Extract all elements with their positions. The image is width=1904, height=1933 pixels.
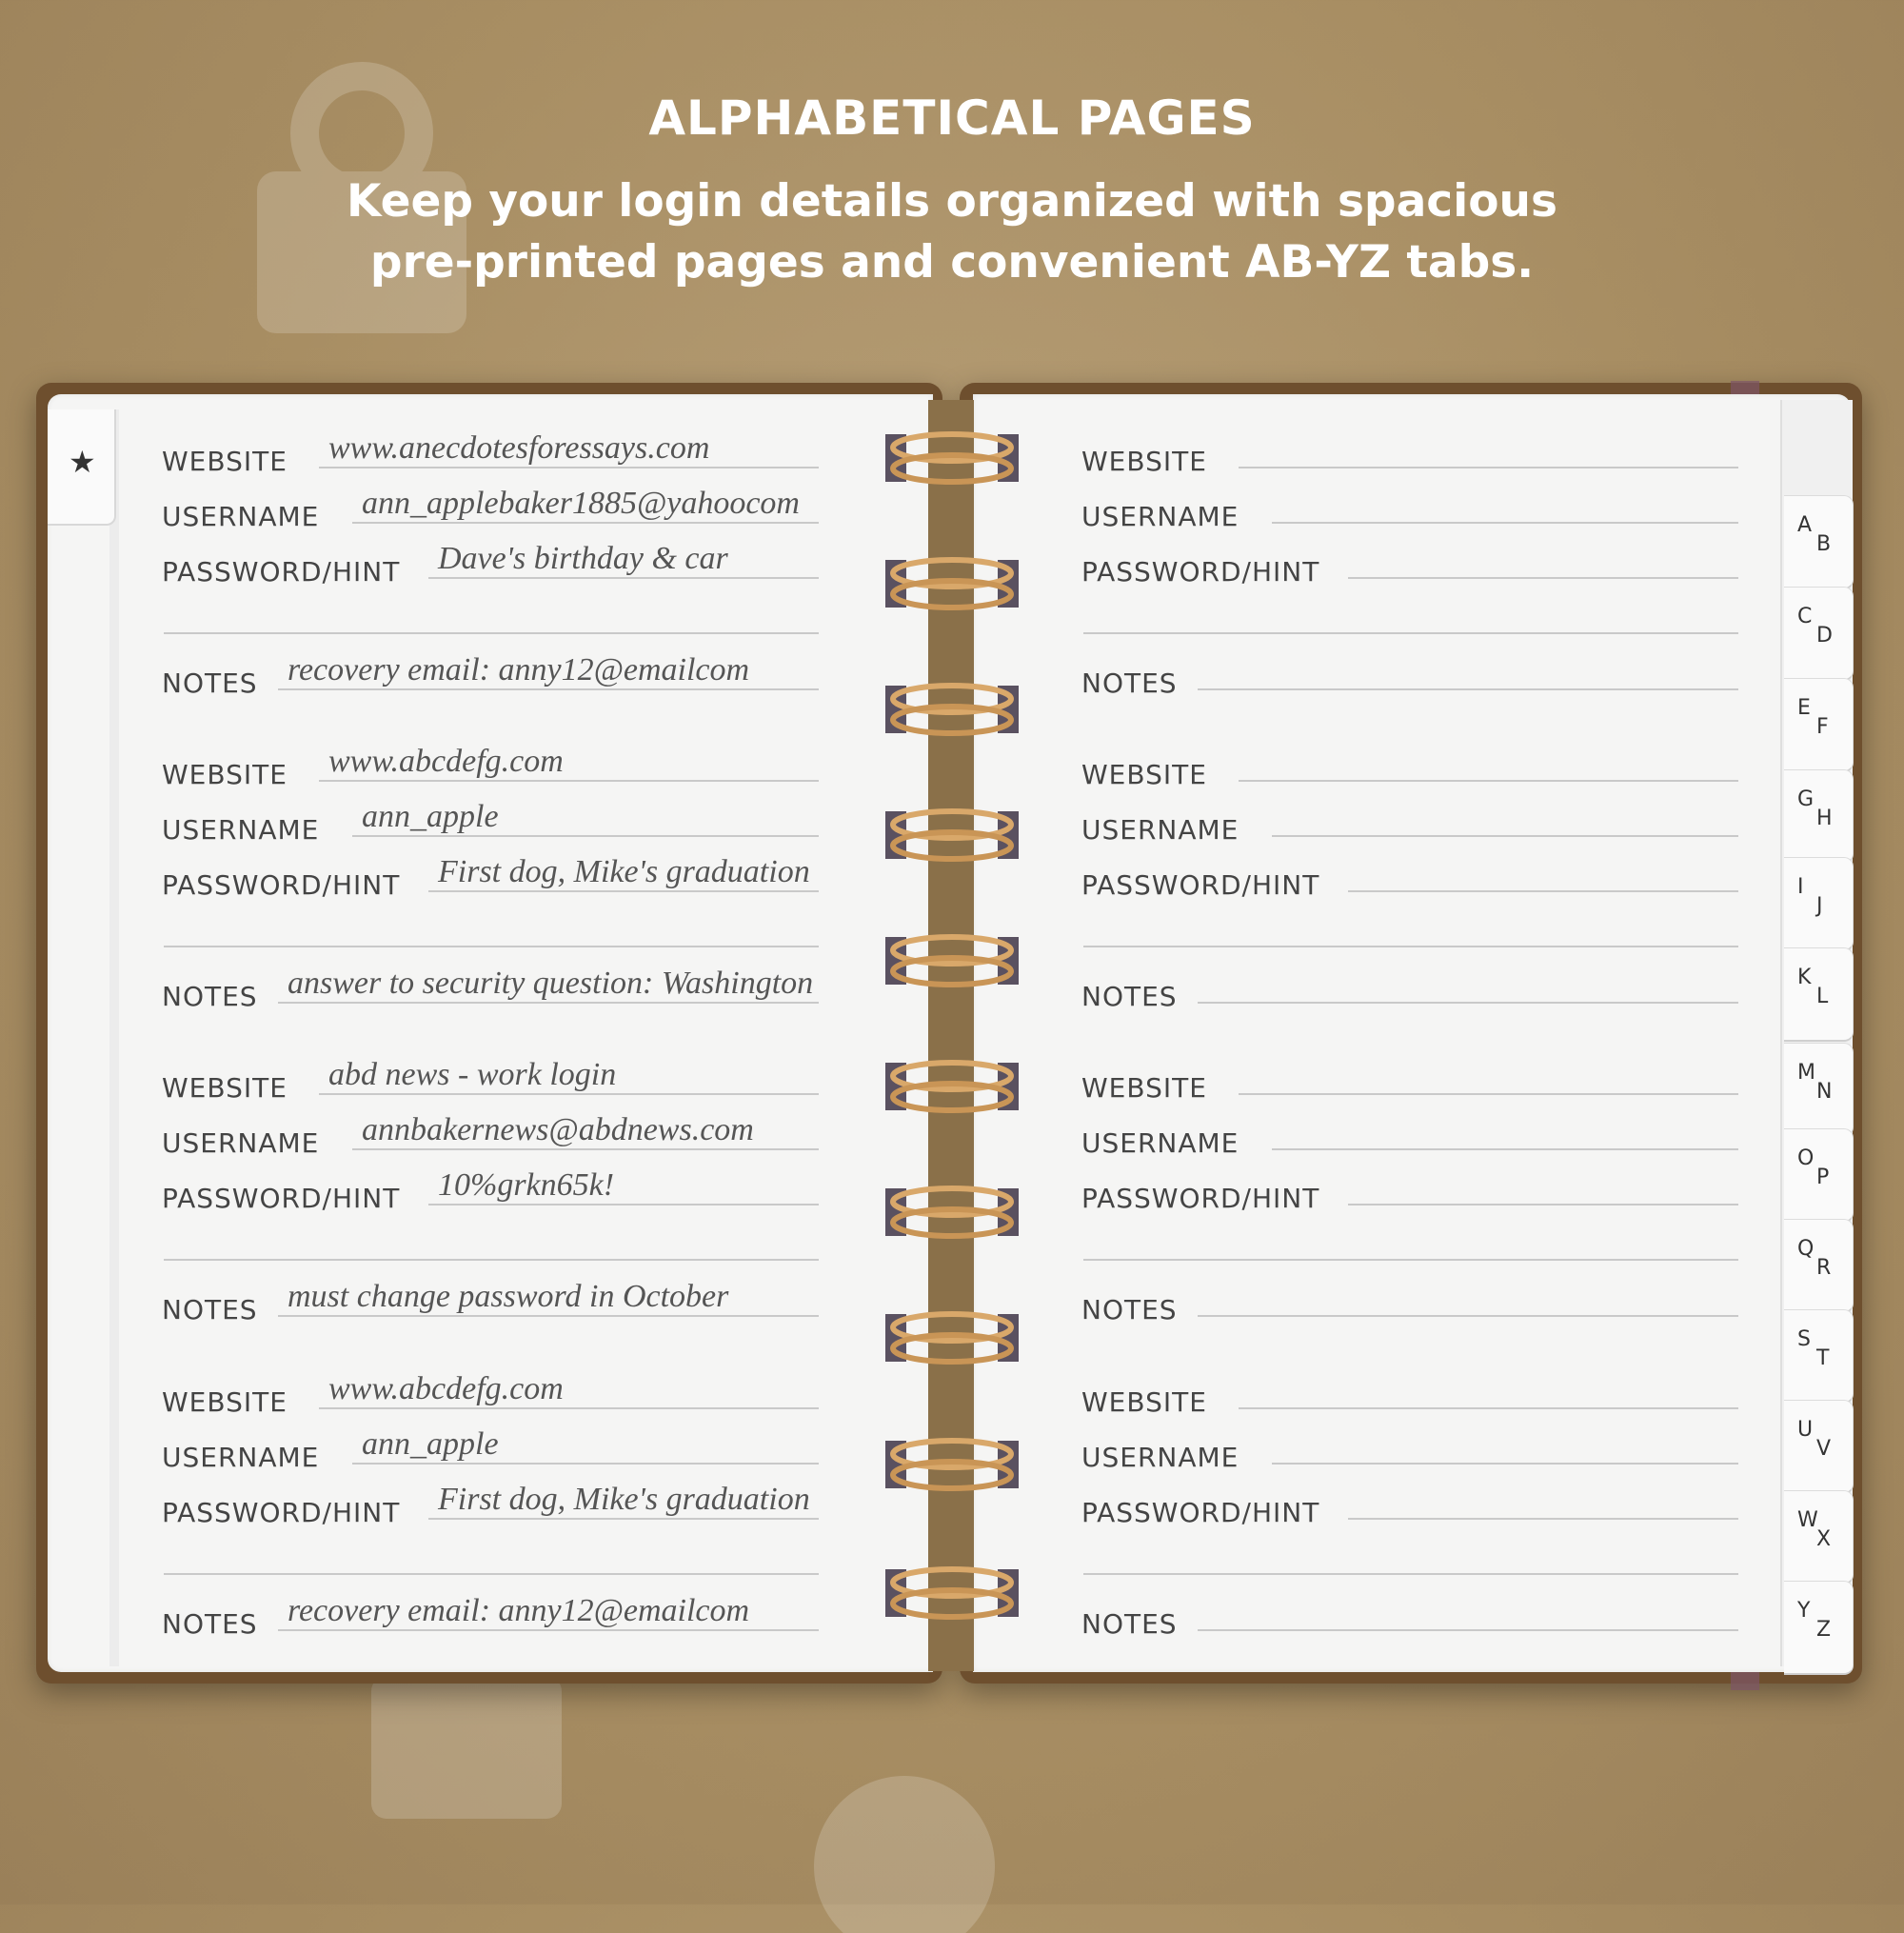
website-value[interactable]: www.abcdefg.com [328, 1371, 564, 1406]
tab-letter: H [1816, 807, 1833, 830]
notes-label: NOTES [1081, 981, 1178, 1012]
tab-letter: R [1816, 1256, 1832, 1280]
password-label: PASSWORD/HINT [162, 869, 401, 901]
subheading-line-1: Keep your login details organized with spacious [346, 175, 1557, 228]
binder-ring [885, 1306, 1019, 1369]
password-line [428, 577, 819, 579]
website-line [319, 780, 819, 782]
website-label: WEBSITE [162, 759, 288, 790]
binder-ring [885, 427, 1019, 489]
blank-line[interactable] [1083, 1573, 1738, 1575]
tab-letter: I [1797, 875, 1804, 899]
tab-st[interactable] [1784, 1309, 1854, 1404]
password-line [428, 1518, 819, 1520]
binder-ring [885, 678, 1019, 741]
notes-label: NOTES [1081, 668, 1178, 699]
tab-letter: W [1797, 1508, 1818, 1532]
tab-letter: E [1797, 696, 1811, 720]
binder-ring [885, 552, 1019, 615]
notes-line[interactable] [1198, 1002, 1738, 1004]
username-line [352, 835, 819, 837]
username-label: USERNAME [162, 1442, 320, 1473]
tab-letter: C [1797, 605, 1813, 628]
password-label: PASSWORD/HINT [162, 556, 401, 588]
tab-letter: S [1797, 1327, 1811, 1351]
tab-ef[interactable] [1784, 678, 1854, 772]
password-line[interactable] [1348, 890, 1738, 892]
website-line [319, 1407, 819, 1409]
username-label: USERNAME [1081, 814, 1240, 846]
username-label: USERNAME [162, 501, 320, 532]
star-icon: ★ [69, 445, 96, 479]
username-line[interactable] [1272, 1148, 1738, 1150]
username-line[interactable] [1272, 522, 1738, 524]
username-label: USERNAME [162, 814, 320, 846]
username-line [352, 1463, 819, 1465]
binder-ring [885, 929, 1019, 992]
notes-label: NOTES [1081, 1608, 1178, 1640]
tab-letter: P [1816, 1166, 1830, 1189]
blank-line[interactable] [1083, 946, 1738, 947]
page-heading: ALPHABETICAL PAGES [648, 90, 1256, 146]
notes-line[interactable] [1198, 688, 1738, 690]
subheading-line-2: pre-printed pages and convenient AB-YZ tabs. [369, 236, 1535, 289]
username-value[interactable]: ann_apple [362, 799, 499, 834]
tab-uv[interactable] [1784, 1400, 1854, 1494]
website-line [319, 467, 819, 468]
notes-value[interactable]: recovery email: anny12@emailcom [288, 1593, 750, 1628]
website-label: WEBSITE [1081, 759, 1207, 790]
password-label: PASSWORD/HINT [1081, 869, 1320, 901]
website-line[interactable] [1239, 1407, 1738, 1409]
tab-letter: M [1797, 1061, 1815, 1085]
binder-ring [885, 804, 1019, 867]
notes-label: NOTES [162, 1608, 258, 1640]
binder-ring [885, 1433, 1019, 1496]
notes-value[interactable]: must change password in October [288, 1279, 729, 1314]
username-label: USERNAME [1081, 1442, 1240, 1473]
notes-value[interactable]: answer to security question: Washington [288, 966, 814, 1001]
password-value[interactable]: 10%grkn65k! [438, 1167, 615, 1203]
tab-ab[interactable] [1784, 495, 1854, 589]
password-line[interactable] [1348, 577, 1738, 579]
background-gear-icon [781, 1743, 1028, 1933]
notes-line [278, 1315, 819, 1317]
website-value[interactable]: abd news - work login [328, 1057, 617, 1092]
username-label: USERNAME [1081, 501, 1240, 532]
username-value[interactable]: ann_apple [362, 1426, 499, 1462]
notes-line [278, 1002, 819, 1004]
website-label: WEBSITE [1081, 1072, 1207, 1104]
password-value[interactable]: First dog, Mike's graduation [438, 854, 810, 889]
tab-letter: F [1816, 715, 1829, 739]
password-value[interactable]: Dave's birthday & car [438, 541, 728, 576]
notes-label: NOTES [162, 1294, 258, 1325]
tab-gh[interactable] [1784, 769, 1854, 864]
notes-label: NOTES [1081, 1294, 1178, 1325]
tab-ij[interactable] [1784, 857, 1854, 951]
username-label: USERNAME [162, 1127, 320, 1159]
tab-letter: Z [1816, 1618, 1832, 1642]
password-label: PASSWORD/HINT [1081, 1497, 1320, 1528]
username-value[interactable]: ann_applebaker1885@yahoocom [362, 486, 800, 521]
tab-wx[interactable] [1784, 1490, 1854, 1584]
website-line [319, 1093, 819, 1095]
blank-line [164, 1259, 819, 1261]
username-line [352, 522, 819, 524]
tab-letter: N [1816, 1080, 1833, 1104]
tab-letter: V [1816, 1437, 1832, 1461]
password-line[interactable] [1348, 1518, 1738, 1520]
tab-kl[interactable] [1784, 947, 1854, 1042]
tab-letter: O [1797, 1146, 1815, 1170]
blank-line[interactable] [1083, 632, 1738, 634]
tab-letter: K [1797, 966, 1812, 989]
blank-line[interactable] [1083, 1259, 1738, 1261]
tab-mn[interactable] [1784, 1043, 1854, 1137]
website-line[interactable] [1239, 780, 1738, 782]
binder-ring [885, 1055, 1019, 1118]
username-label: USERNAME [1081, 1127, 1240, 1159]
binder-ring [885, 1181, 1019, 1244]
notes-line[interactable] [1198, 1315, 1738, 1317]
username-line[interactable] [1272, 835, 1738, 837]
tab-letter: X [1816, 1527, 1832, 1551]
website-label: WEBSITE [162, 1386, 288, 1418]
tab-letter: B [1816, 532, 1832, 556]
tab-letter: L [1816, 985, 1829, 1008]
notes-value[interactable]: recovery email: anny12@emailcom [288, 652, 750, 688]
tab-op[interactable] [1784, 1128, 1854, 1223]
notes-line[interactable] [1198, 1629, 1738, 1631]
password-line [428, 890, 819, 892]
tab-letter: A [1797, 513, 1813, 537]
tab-letter: Q [1797, 1237, 1815, 1261]
website-line[interactable] [1239, 1093, 1738, 1095]
username-line[interactable] [1272, 1463, 1738, 1465]
website-value[interactable]: www.abcdefg.com [328, 744, 564, 779]
password-label: PASSWORD/HINT [1081, 1183, 1320, 1214]
notes-label: NOTES [162, 668, 258, 699]
notes-line [278, 688, 819, 690]
tab-letter: U [1797, 1418, 1814, 1442]
binder-ring [885, 1562, 1019, 1624]
website-label: WEBSITE [1081, 1386, 1207, 1418]
password-line[interactable] [1348, 1204, 1738, 1206]
blank-line [164, 1573, 819, 1575]
tab-letter: T [1816, 1346, 1830, 1370]
notes-line [278, 1629, 819, 1631]
tab-letter: D [1816, 624, 1833, 648]
tab-letter: G [1797, 787, 1815, 811]
password-line [428, 1204, 819, 1206]
tab-yz[interactable] [1784, 1581, 1854, 1675]
username-value[interactable]: annbakernews@abdnews.com [362, 1112, 754, 1147]
username-line [352, 1148, 819, 1150]
website-label: WEBSITE [162, 446, 288, 477]
website-label: WEBSITE [1081, 446, 1207, 477]
password-label: PASSWORD/HINT [162, 1183, 401, 1214]
website-label: WEBSITE [162, 1072, 288, 1104]
blank-line [164, 632, 819, 634]
blank-line [164, 946, 819, 947]
notes-label: NOTES [162, 981, 258, 1012]
website-value[interactable]: www.anecdotesforessays.com [328, 430, 710, 466]
tab-letter: J [1816, 894, 1823, 918]
page-subheading [238, 171, 1666, 293]
tab-cd[interactable] [1784, 587, 1854, 681]
password-label: PASSWORD/HINT [1081, 556, 1320, 588]
website-line[interactable] [1239, 467, 1738, 468]
password-label: PASSWORD/HINT [162, 1497, 401, 1528]
left-page-edge [109, 409, 119, 1666]
password-value[interactable]: First dog, Mike's graduation [438, 1482, 810, 1517]
tab-qr[interactable] [1784, 1219, 1854, 1313]
tab-letter: Y [1797, 1599, 1811, 1623]
